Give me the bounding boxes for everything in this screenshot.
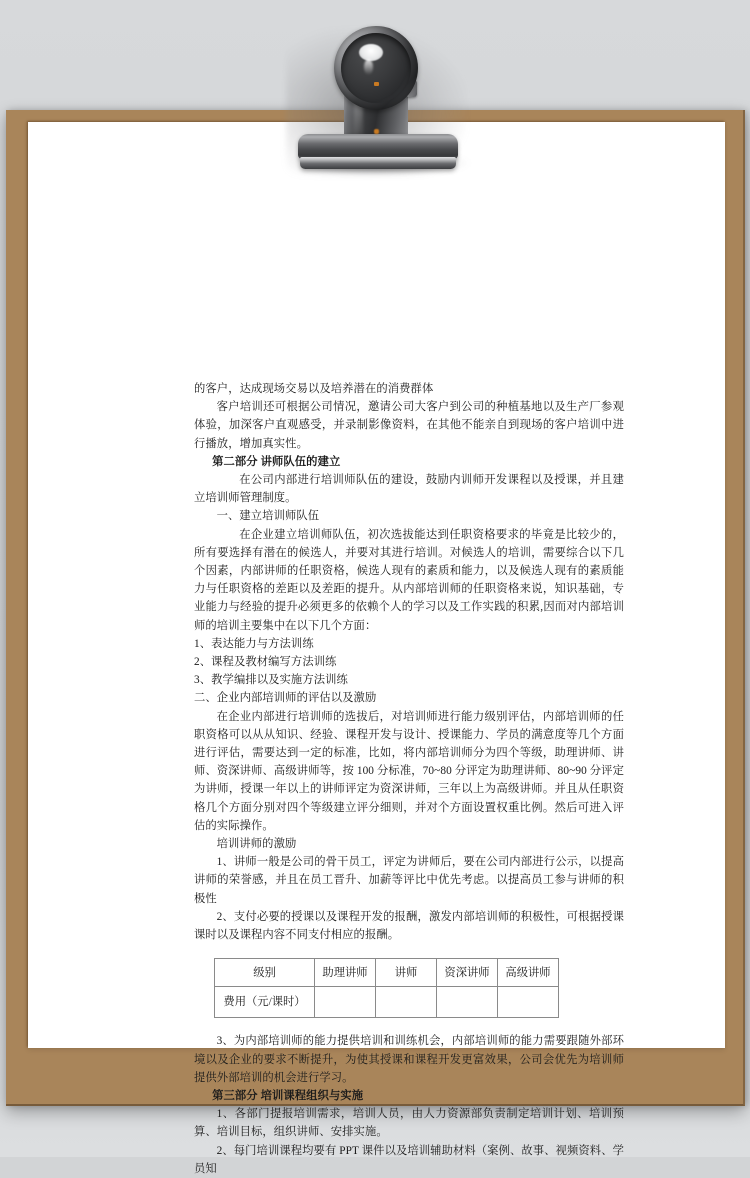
subsection-heading-two: 二、企业内部培训师的评估以及激励 bbox=[194, 692, 377, 705]
paragraph: 在企业建立培训师队伍，初次选拔能达到任职资格要求的毕竟是比较少的，所有要选择有潜在的候选人，并要对其进行培训。对候选人的培训，需要综合以下几个因素，内部讲师的任职资格，候选人现有的素质和能力，以及候选人现有的素质能力与任职资格的差距以及差距的提升。从内部培训师的任职资格来说，知识基础，专业能力与经验的提升必须更多的依赖个人的学习以及工作实践的积累,因而对内部培训师的培训主要集中在以下几个方面： bbox=[194, 528, 624, 632]
table-cell bbox=[376, 987, 437, 1018]
spacer bbox=[194, 1018, 624, 1032]
table-cell bbox=[498, 987, 559, 1018]
clip-spring-head-icon bbox=[334, 26, 418, 110]
paragraph: 1、各部门提报培训需求，培训人员，由人力资源部负责制定培训计划、培训预算、培训目标，组织讲师、安排实施。 bbox=[194, 1108, 624, 1139]
table-row bbox=[215, 959, 559, 987]
table-header-cell: 讲师 bbox=[376, 959, 437, 987]
table-header-cell: 高级讲师 bbox=[498, 959, 559, 987]
clip-warm-reflection bbox=[374, 82, 379, 86]
section-heading-part-three: 第三部分 培训课程组织与实施 bbox=[212, 1089, 364, 1102]
clip-bar-lip bbox=[300, 157, 456, 169]
instructor-fee-table bbox=[214, 958, 559, 1018]
paragraph: 的客户，达成现场交易以及培养潜在的消费群体 bbox=[194, 383, 434, 395]
section-heading-part-two: 第二部分 讲师队伍的建立 bbox=[212, 455, 341, 468]
paragraph: 1、讲师一般是公司的骨干员工，评定为讲师后，要在公司内部进行公示，以提高讲师的荣誉感，并且在员工晋升、加薪等评比中优先考虑。以提高员工参与讲师的积极性 bbox=[194, 856, 624, 905]
clip-warm-reflection-2 bbox=[374, 129, 379, 134]
paragraph: 客户培训还可根据公司情况，邀请公司大客户到公司的种植基地以及生产厂参观体验，加深客户直观感受，并录制影像资料，在其他不能亲自到现场的客户培训中进行播放，增加真实性。 bbox=[194, 401, 624, 450]
paper-sheet bbox=[28, 122, 725, 1175]
paragraph: 在企业内部进行培训师的选拔后，对培训师进行能力级别评估，内部培训师的任职资格可以从从知识、经验、课程开发与设计、授课能力、学员的满意度等几个方面进行评估，需要达到一定的标准，比如，将内部培训师分为四个等级，助理讲师、讲师、资深讲师、高级讲师等，按 100 分标准，70~80 分评定为助理讲师、80~90 分评定为讲师，授课一年以上的讲师评定为资深讲师，三年以上为高级讲师。并且从任职资格几个方面分别对四个等级建立评分细则，并对个方面设置权重比例。然后可进入评估的实际操作。 bbox=[194, 710, 624, 832]
table-header-cell: 助理讲师 bbox=[315, 959, 376, 987]
clip-spring-inner bbox=[341, 33, 411, 103]
list-item: 2、课程及教材编写方法训练 bbox=[194, 656, 337, 669]
paragraph: 培训讲师的激励 bbox=[216, 838, 297, 851]
table-header-cell: 级别 bbox=[215, 959, 315, 987]
table-cell bbox=[315, 987, 376, 1018]
table-row bbox=[215, 987, 559, 1018]
table-cell bbox=[437, 987, 498, 1018]
paragraph: 3、为内部培训师的能力提供培训和训练机会，内部培训师的能力需要跟随外部环境以及企业的要求不断提升，为使其授课和课程开发更富效果，公司会优先为培训师提供外部培训的机会进行学习。 bbox=[194, 1035, 624, 1084]
list-item: 3、教学编排以及实施方法训练 bbox=[194, 674, 348, 687]
subsection-heading-one: 一、建立培训师队伍 bbox=[216, 510, 320, 523]
clip-specular-highlight bbox=[359, 44, 383, 61]
clip-specular-streak bbox=[364, 59, 373, 75]
paragraph: 在公司内部进行培训师队伍的建设，鼓励内训师开发课程以及授课，并且建立培训师管理制度。 bbox=[194, 474, 624, 505]
clip-bar bbox=[298, 134, 458, 159]
paragraph: 2、每门培训课程均要有 PPT 课件以及培训辅助材料（案例、故事、视频资料、学员知 bbox=[194, 1144, 624, 1175]
table-row-label: 费用（元/课时） bbox=[215, 987, 315, 1018]
table-header-cell: 资深讲师 bbox=[437, 959, 498, 987]
list-item: 1、表达能力与方法训练 bbox=[194, 637, 314, 650]
document-body bbox=[194, 380, 624, 1178]
paragraph: 2、支付必要的授课以及课程开发的报酬，激发内部培训师的积极性，可根据授课课时以及课程内容不同支付相应的报酬。 bbox=[194, 910, 624, 942]
fee-table-wrapper bbox=[214, 958, 624, 1018]
